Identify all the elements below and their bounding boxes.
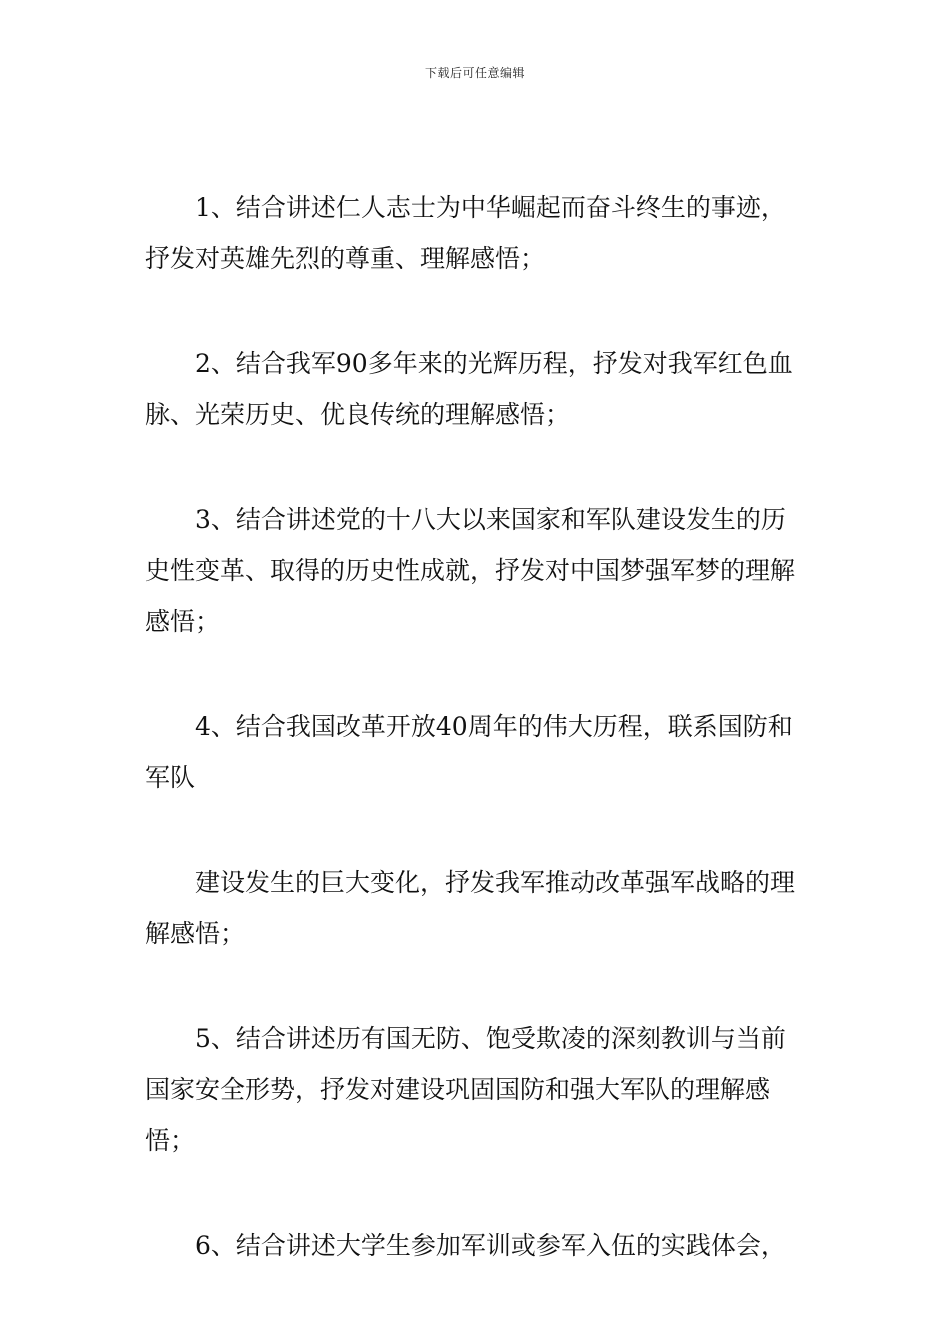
- paragraph-4: 4、结合我国改革开放40周年的伟大历程，联系国防和军队: [145, 712, 793, 792]
- paragraph-5: 5、结合讲述历有国无防、饱受欺凌的深刻教训与当前国家安全形势，抒发对建设巩固国防和强大军队的理解感悟；: [145, 1024, 786, 1155]
- document-body: [145, 182, 810, 1271]
- paragraph-4-continued: 建设发生的巨大变化，抒发我军推动改革强军战略的理解感悟；: [145, 868, 796, 948]
- paragraph-3: 3、结合讲述党的十八大以来国家和军队建设发生的历史性变革、取得的历史性成就，抒发对中国梦强军梦的理解感悟；: [145, 505, 796, 636]
- paragraph-6: 6、结合讲述大学生参加军训或参军入伍的实践体会，: [195, 1231, 786, 1260]
- paragraph-1: 1、结合讲述仁人志士为中华崛起而奋斗终生的事迹，抒发对英雄先烈的尊重、理解感悟；: [145, 193, 786, 273]
- paragraph-2: 2、结合我军90多年来的光辉历程，抒发对我军红色血脉、光荣历史、优良传统的理解感悟；: [145, 349, 793, 429]
- header-note: 下载后可任意编辑: [424, 66, 525, 80]
